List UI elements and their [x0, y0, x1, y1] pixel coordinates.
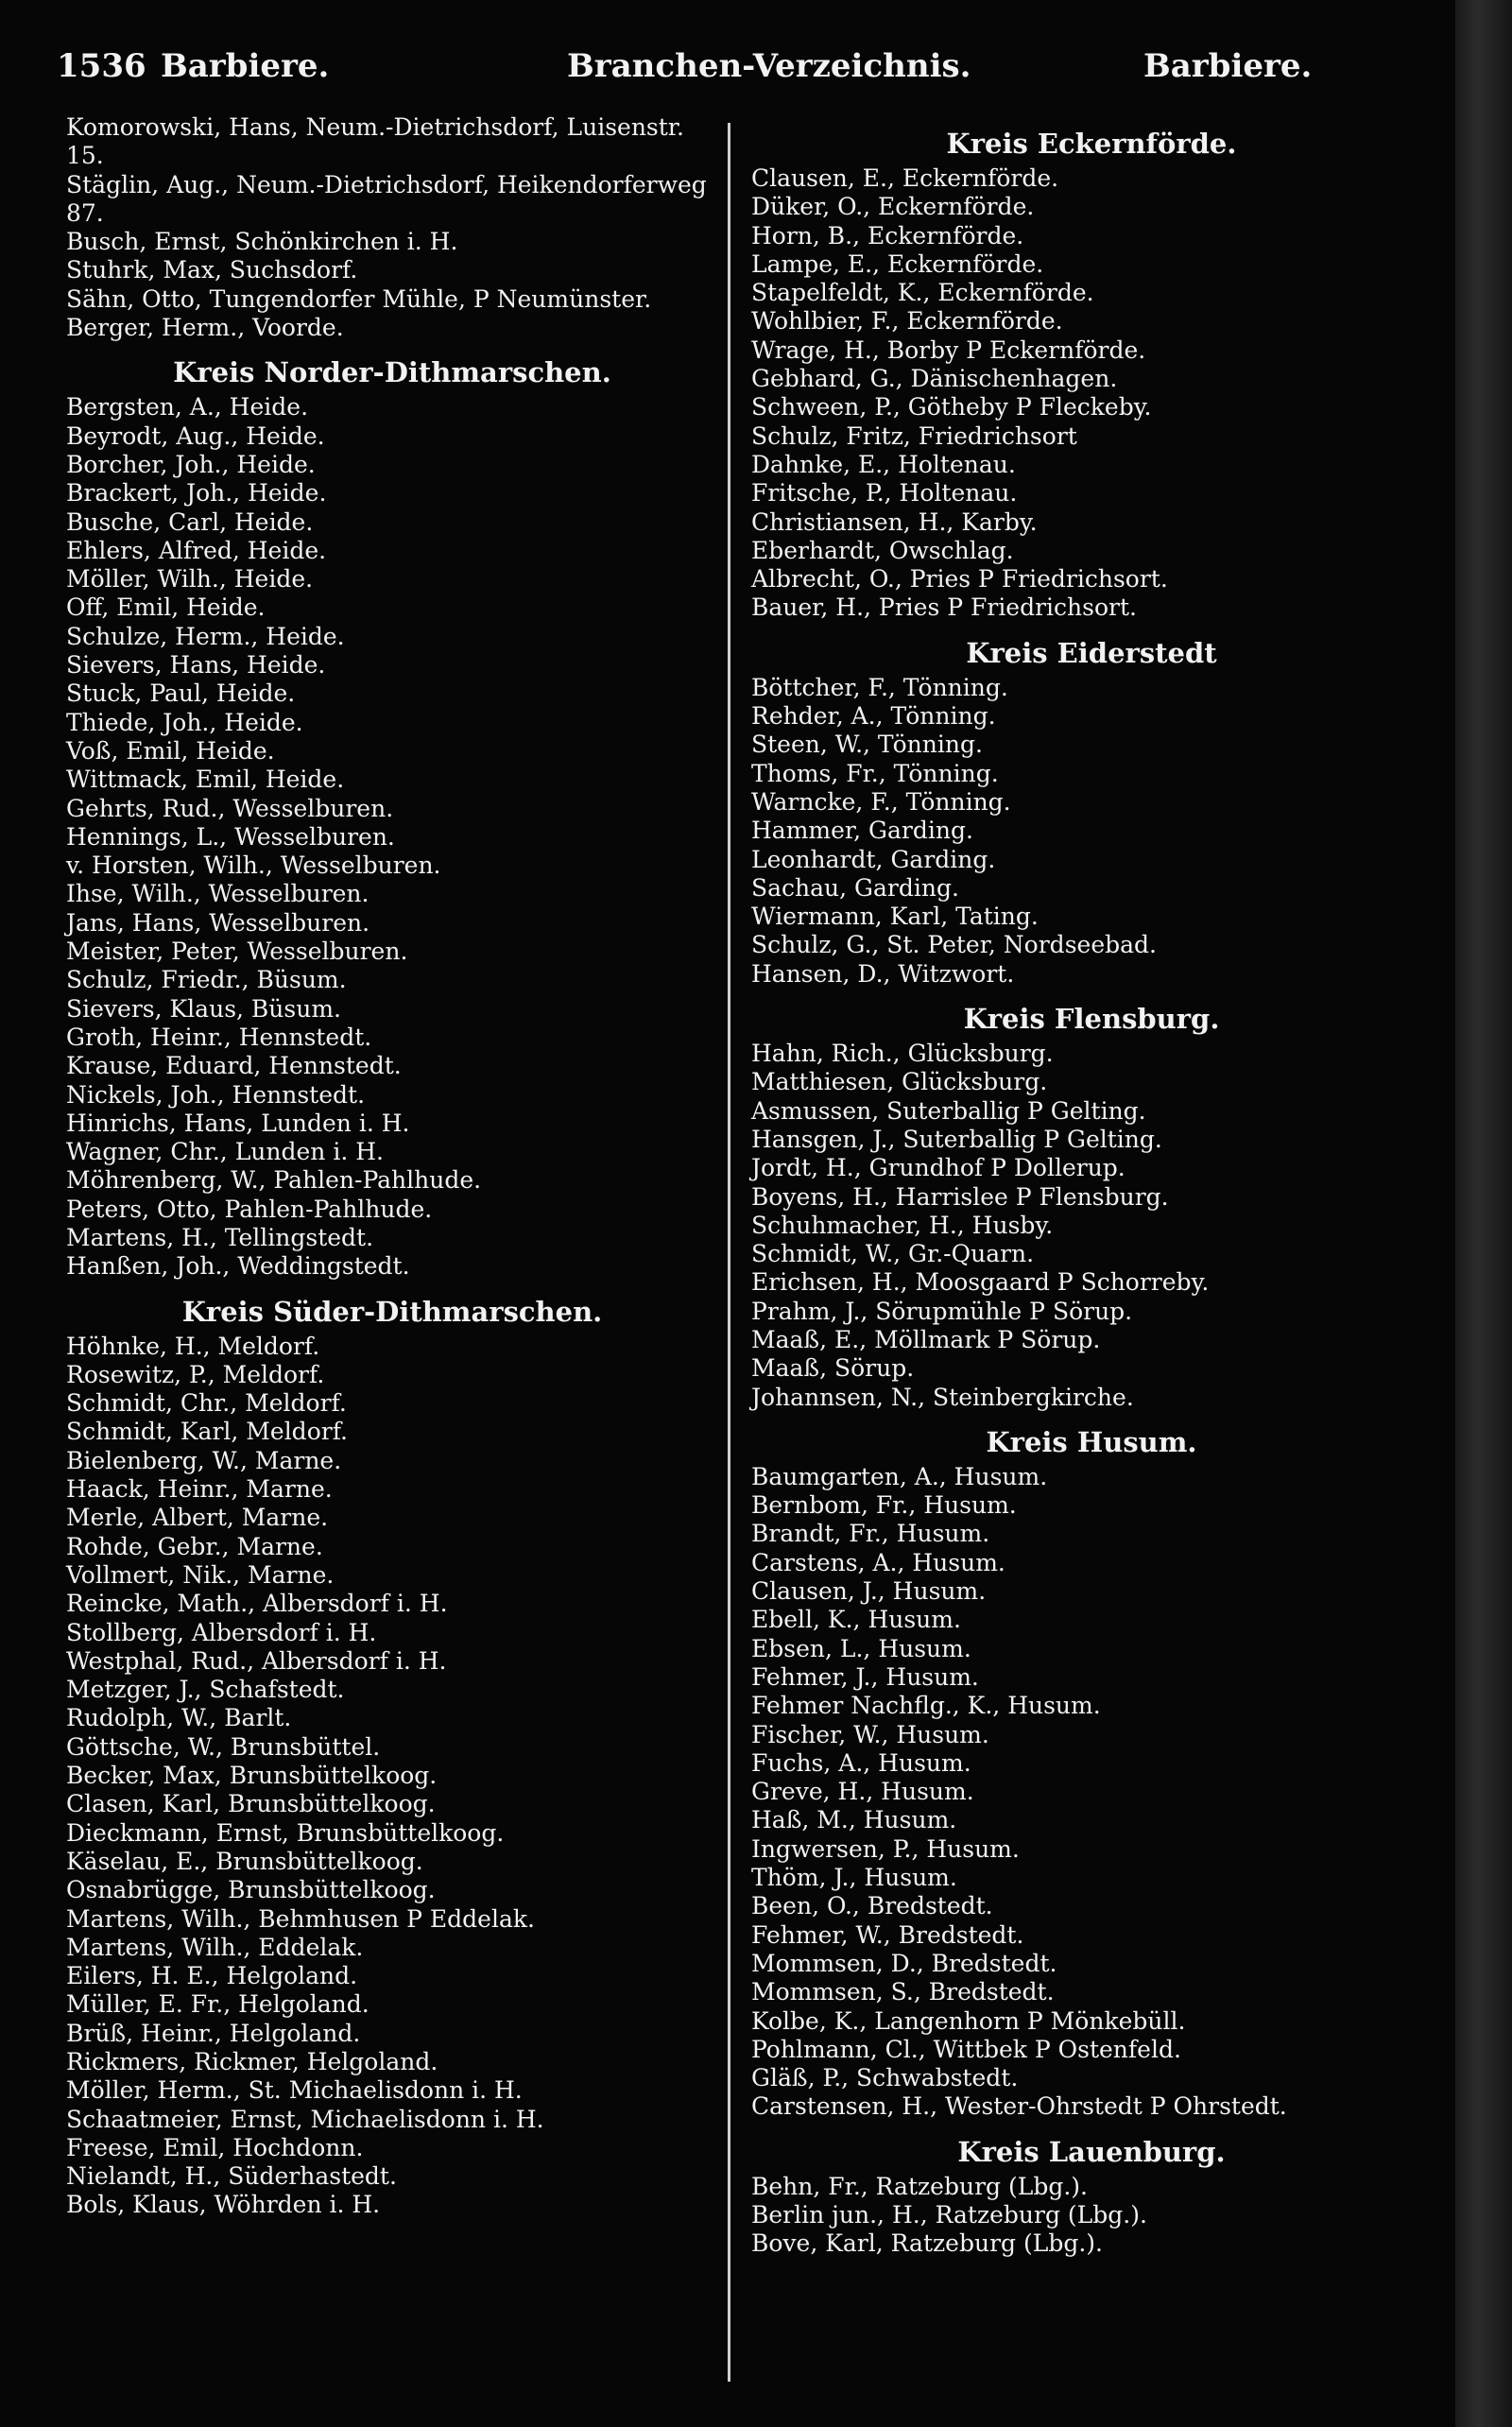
column-divider: [728, 123, 730, 2382]
directory-entry: Vollmert, Nik., Marne.: [66, 1560, 335, 1589]
directory-entry: Bielenberg, W., Marne.: [66, 1446, 342, 1474]
header-right-title: Barbiere.: [1143, 47, 1313, 85]
directory-entry: Mommsen, D., Bredstedt.: [751, 1949, 1057, 1977]
directory-entry: Schulze, Herm., Heide.: [66, 622, 345, 650]
directory-entry: Ihse, Wilh., Wesselburen.: [66, 880, 369, 908]
directory-entry: Voß, Emil, Heide.: [66, 736, 275, 765]
directory-entry: Dahnke, E., Holtenau.: [751, 450, 1016, 478]
directory-entry: Stäglin, Aug., Neum.-Dietrichsdorf, Heikendorferweg 87.: [66, 170, 707, 227]
directory-entry: Stuck, Paul, Heide.: [66, 680, 296, 708]
directory-entry: Haack, Heinr., Marne.: [66, 1475, 333, 1504]
directory-entry: Merle, Albert, Marne.: [66, 1504, 329, 1532]
directory-entry: Mommsen, S., Bredstedt.: [751, 1978, 1055, 2006]
section-title: Kreis Husum.: [986, 1425, 1197, 1458]
directory-entry: Bols, Klaus, Wöhrden i. H.: [66, 2191, 381, 2219]
directory-entry: Eberhardt, Owschlag.: [751, 536, 1014, 564]
directory-entry: Brandt, Fr., Husum.: [751, 1520, 990, 1548]
directory-entry: Lampe, E., Eckernförde.: [751, 250, 1044, 278]
directory-entry: Martens, Wilh., Eddelak.: [66, 1933, 364, 1961]
directory-entry: Hahn, Rich., Glücksburg.: [751, 1040, 1054, 1068]
directory-entry: Warncke, F., Tönning.: [751, 787, 1011, 816]
directory-entry: Rudolph, W., Barlt.: [66, 1704, 292, 1732]
directory-entry: Peters, Otto, Pahlen-Pahlhude.: [66, 1195, 433, 1223]
directory-entry: Asmussen, Suterballig P Gelting.: [751, 1096, 1146, 1125]
directory-entry: Brüß, Heinr., Helgoland.: [66, 2019, 361, 2047]
directory-entry: Gläß, P., Schwabstedt.: [751, 2064, 1019, 2092]
directory-entry: Stollberg, Albersdorf i. H.: [66, 1618, 377, 1646]
directory-entry: Fehmer, W., Bredstedt.: [751, 1920, 1024, 1949]
right-sections: [751, 123, 1432, 2259]
directory-entry: Busch, Ernst, Schönkirchen i. H.: [66, 228, 458, 256]
directory-entry: Schmidt, Chr., Meldorf.: [66, 1389, 347, 1418]
district-section: [66, 352, 718, 1281]
directory-entry: Haß, M., Husum.: [751, 1806, 957, 1834]
directory-entry: Fischer, W., Husum.: [751, 1720, 989, 1748]
intro-entries: [66, 113, 718, 342]
left-sections: [66, 352, 718, 2219]
district-section: [751, 123, 1432, 623]
directory-entry: Off, Emil, Heide.: [66, 594, 266, 622]
directory-entry: Albrecht, O., Pries P Friedrichsort.: [751, 565, 1168, 594]
directory-entry: Gebhard, G., Dänischenhagen.: [751, 365, 1118, 393]
directory-entry: Schaatmeier, Ernst, Michaelisdonn i. H.: [66, 2105, 544, 2133]
page-number: 1536: [57, 47, 146, 85]
directory-entry: Borcher, Joh., Heide.: [66, 450, 316, 478]
directory-entry: Thiede, Joh., Heide.: [66, 708, 303, 736]
directory-entry: Busche, Carl, Heide.: [66, 508, 314, 536]
directory-entry: Been, O., Bredstedt.: [751, 1892, 993, 1920]
directory-entry: v. Horsten, Wilh., Wesselburen.: [66, 852, 441, 880]
section-title: Kreis Süder-Dithmarschen.: [181, 1295, 603, 1328]
directory-entry: Ebsen, L., Husum.: [751, 1634, 971, 1662]
directory-entry: Dieckmann, Ernst, Brunsbüttelkoog.: [66, 1818, 505, 1847]
directory-entry: Freese, Emil, Hochdonn.: [66, 2133, 364, 2161]
page-edge: [1455, 0, 1512, 2427]
directory-entry: Meister, Peter, Wesselburen.: [66, 938, 408, 966]
directory-entry: Möller, Herm., St. Michaelisdonn i. H.: [66, 2076, 523, 2105]
directory-entry: Schulz, Friedr., Büsum.: [66, 966, 347, 994]
directory-entry: Fehmer Nachflg., K., Husum.: [751, 1692, 1101, 1720]
directory-entry: Osnabrügge, Brunsbüttelkoog.: [66, 1876, 436, 1904]
directory-entry: Bergsten, A., Heide.: [66, 393, 309, 422]
directory-entry: Clausen, J., Husum.: [751, 1577, 987, 1606]
directory-entry: Horn, B., Eckernförde.: [751, 221, 1024, 250]
directory-entry: Behn, Fr., Ratzeburg (Lbg.).: [751, 2172, 1088, 2200]
directory-entry: Greve, H., Husum.: [751, 1778, 974, 1806]
directory-entry: Bauer, H., Pries P Friedrichsort.: [751, 594, 1137, 622]
directory-entry: Schmidt, Karl, Meldorf.: [66, 1418, 348, 1446]
directory-entry: Fritsche, P., Holtenau.: [751, 479, 1018, 508]
directory-entry: Baumgarten, A., Husum.: [751, 1462, 1048, 1490]
directory-entry: Rohde, Gebr., Marne.: [66, 1532, 323, 1560]
directory-entry: Schuhmacher, H., Husby.: [751, 1211, 1054, 1239]
directory-entry: Christiansen, H., Karby.: [751, 508, 1038, 536]
directory-entry: Ehlers, Alfred, Heide.: [66, 536, 327, 564]
directory-entry: Bernbom, Fr., Husum.: [751, 1491, 1017, 1520]
directory-entry: Carstens, A., Husum.: [751, 1548, 1005, 1576]
directory-entry: Clausen, E., Eckernförde.: [751, 164, 1059, 192]
directory-entry: Schmidt, W., Gr.-Quarn.: [751, 1240, 1035, 1268]
directory-entry: Käselau, E., Brunsbüttelkoog.: [66, 1847, 423, 1875]
directory-entry: Bove, Karl, Ratzeburg (Lbg.).: [751, 2229, 1103, 2258]
directory-entry: Nielandt, H., Süderhastedt.: [66, 2162, 397, 2191]
directory-entry: Becker, Max, Brunsbüttelkoog.: [66, 1762, 438, 1790]
district-section: [66, 1291, 718, 2220]
directory-entry: Möller, Wilh., Heide.: [66, 565, 314, 594]
district-section: [751, 632, 1432, 989]
directory-entry: Düker, O., Eckernförde.: [751, 193, 1035, 221]
directory-entry: Groth, Heinr., Hennstedt.: [66, 1023, 372, 1051]
directory-entry: Fehmer, J., Husum.: [751, 1662, 979, 1691]
directory-entry: Leonhardt, Garding.: [751, 845, 996, 873]
page-header: [57, 47, 1313, 104]
directory-entry: Johannsen, N., Steinbergkirche.: [751, 1383, 1134, 1411]
section-title: Kreis Eiderstedt: [966, 636, 1217, 669]
section-title: Kreis Flensburg.: [963, 1003, 1220, 1036]
section-title: Kreis Eckernförde.: [946, 128, 1237, 160]
directory-entry: Boyens, H., Harrislee P Flensburg.: [751, 1182, 1169, 1211]
directory-entry: Carstensen, H., Wester-Ohrstedt P Ohrstedt.: [751, 2092, 1287, 2121]
section-title: Kreis Lauenburg.: [957, 2135, 1226, 2168]
directory-entry: Hennings, L., Wesselburen.: [66, 822, 395, 851]
directory-entry: Gehrts, Rud., Wesselburen.: [66, 794, 394, 822]
directory-entry: Sachau, Garding.: [751, 873, 959, 902]
directory-entry: Clasen, Karl, Brunsbüttelkoog.: [66, 1790, 436, 1818]
directory-entry: Fuchs, A., Husum.: [751, 1748, 971, 1777]
directory-entry: Böttcher, F., Tönning.: [751, 673, 1008, 701]
district-section: [751, 998, 1432, 1412]
directory-entry: Sähn, Otto, Tungendorfer Mühle, P Neumünster.: [66, 284, 652, 313]
left-column: [66, 113, 718, 2220]
directory-entry: Thöm, J., Husum.: [751, 1864, 957, 1892]
right-column: [751, 113, 1432, 2259]
directory-entry: Schulz, Fritz, Friedrichsort: [751, 422, 1077, 450]
directory-entry: Wagner, Chr., Lunden i. H.: [66, 1138, 384, 1166]
directory-entry: Kolbe, K., Langenhorn P Mönkebüll.: [751, 2006, 1186, 2035]
directory-entry: Hansen, D., Witzwort.: [751, 959, 1015, 988]
directory-entry: Schween, P., Götheby P Fleckeby.: [751, 393, 1152, 422]
directory-entry: Reincke, Math., Albersdorf i. H.: [66, 1590, 448, 1618]
directory-entry: Krause, Eduard, Hennstedt.: [66, 1052, 402, 1080]
directory-entry: Maaß, Sörup.: [751, 1354, 915, 1383]
directory-entry: Metzger, J., Schafstedt.: [66, 1676, 345, 1704]
directory-entry: Eilers, H. E., Helgoland.: [66, 1962, 358, 1990]
directory-entry: Hinrichs, Hans, Lunden i. H.: [66, 1109, 410, 1137]
directory-entry: Westphal, Rud., Albersdorf i. H.: [66, 1646, 447, 1675]
directory-entry: Göttsche, W., Brunsbüttel.: [66, 1732, 381, 1761]
directory-entry: Möhrenberg, W., Pahlen-Pahlhude.: [66, 1166, 482, 1195]
directory-entry: Höhnke, H., Meldorf.: [66, 1332, 320, 1360]
directory-entry: Wittmack, Emil, Heide.: [66, 766, 345, 794]
district-section: [751, 2131, 1432, 2259]
directory-entry: Wohlbier, F., Eckernförde.: [751, 307, 1063, 336]
directory-entry: Pohlmann, Cl., Wittbek P Ostenfeld.: [751, 2035, 1181, 2063]
directory-entry: Rehder, A., Tönning.: [751, 702, 996, 731]
directory-entry: Komorowski, Hans, Neum.-Dietrichsdorf, Luisenstr. 15.: [66, 113, 684, 170]
section-title: Kreis Norder-Dithmarschen.: [173, 356, 611, 389]
directory-entry: Wiermann, Karl, Tating.: [751, 903, 1039, 931]
directory-entry: Berlin jun., H., Ratzeburg (Lbg.).: [751, 2201, 1147, 2229]
directory-entry: Matthiesen, Glücksburg.: [751, 1068, 1048, 1096]
directory-entry: Rickmers, Rickmer, Helgoland.: [66, 2048, 438, 2075]
header-center-title: Branchen-Verzeichnis.: [567, 47, 971, 85]
directory-entry: Jans, Hans, Wesselburen.: [66, 908, 370, 937]
directory-entry: Martens, H., Tellingstedt.: [66, 1223, 374, 1251]
directory-entry: Hammer, Garding.: [751, 817, 973, 845]
directory-entry: Müller, E. Fr., Helgoland.: [66, 1990, 369, 2019]
directory-entry: Stapelfeldt, K., Eckernförde.: [751, 279, 1094, 307]
directory-entry: Nickels, Joh., Hennstedt.: [66, 1080, 366, 1109]
directory-entry: Berger, Herm., Voorde.: [66, 314, 344, 342]
directory-entry: Schulz, G., St. Peter, Nordseebad.: [751, 931, 1157, 959]
directory-entry: Wrage, H., Borby P Eckernförde.: [751, 336, 1146, 364]
directory-entry: Sievers, Klaus, Büsum.: [66, 994, 341, 1023]
directory-entry: Sievers, Hans, Heide.: [66, 651, 326, 680]
directory-entry: Ebell, K., Husum.: [751, 1606, 961, 1634]
directory-entry: Brackert, Joh., Heide.: [66, 479, 327, 508]
directory-entry: Rosewitz, P., Meldorf.: [66, 1360, 325, 1388]
district-section: [751, 1421, 1432, 2122]
directory-entry: Ingwersen, P., Husum.: [751, 1834, 1020, 1863]
directory-entry: Maaß, E., Möllmark P Sörup.: [751, 1325, 1101, 1353]
directory-entry: Thoms, Fr., Tönning.: [751, 759, 999, 787]
directory-entry: Stuhrk, Max, Suchsdorf.: [66, 256, 358, 284]
directory-entry: Erichsen, H., Moosgaard P Schorreby.: [751, 1268, 1210, 1297]
directory-entry: Martens, Wilh., Behmhusen P Eddelak.: [66, 1904, 535, 1933]
directory-entry: Steen, W., Tönning.: [751, 731, 983, 759]
directory-entry: Prahm, J., Sörupmühle P Sörup.: [751, 1297, 1133, 1325]
directory-entry: Beyrodt, Aug., Heide.: [66, 422, 325, 450]
directory-entry: Jordt, H., Grundhof P Dollerup.: [751, 1154, 1125, 1182]
directory-entry: Hansgen, J., Suterballig P Gelting.: [751, 1125, 1162, 1153]
directory-entry: Hanßen, Joh., Weddingstedt.: [66, 1252, 410, 1281]
header-left-title: Barbiere.: [161, 47, 330, 85]
